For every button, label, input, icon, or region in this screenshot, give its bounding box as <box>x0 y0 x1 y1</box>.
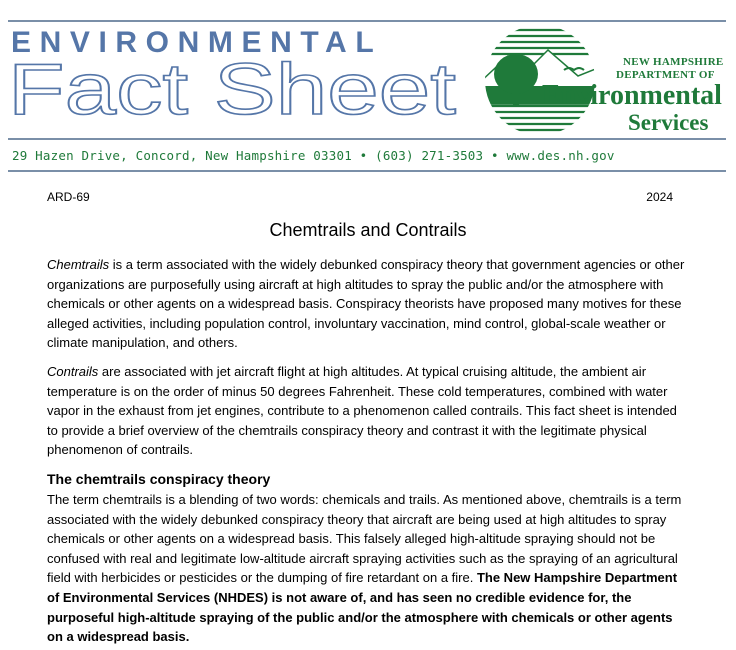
intro-paragraph-2-text: are associated with jet aircraft flight at high altitudes. At typical cruising altitude, the ambient air temperature is on the order of minus 50 degrees Fahrenheit. These cold temperatures, combined with water vapor in the exhaust from jet engines, contribute to a phenomenon called contrails. This fact sheet is intended to provide a brief overview of the chemtrails conspiracy theory and contrast it with the legitimate physical phenomenon of contrails. <box>47 364 677 458</box>
header-fact-sheet-wordmark <box>6 58 461 124</box>
logo-line-3: Environmental <box>542 80 722 111</box>
nhdes-logo <box>478 14 728 144</box>
intro-paragraph-1 <box>47 255 687 353</box>
term-contrails: Contrails <box>47 364 99 379</box>
intro-paragraph-2 <box>47 362 687 460</box>
header-environmental-word: ENVIRONMENTAL <box>11 26 383 59</box>
intro-paragraph-1-text: is a term associated with the widely debunked conspiracy theory that government agencies or other organizations are purposefully using aircraft at high altitudes to spray the public and/or the atmosphere with chemicals or other agents on a widespread basis. Conspiracy theorists have proposed many motives for these alleged activities, including population control, involuntary vaccination, mind control, global-scale weather or climate manipulation, and others. <box>47 257 685 351</box>
section-paragraph <box>47 490 687 647</box>
logo-line-4: Services <box>628 110 709 135</box>
section-paragraph-text: The term chemtrails is a blending of two words: chemicals and trails. As mentioned above, chemtrails is a term associated with the widely debunked conspiracy theory that aircraft are being used at high altitudes to spray chemicals or other agents on a widespread basis. This falsely alleged high-altitude spraying should not be confused with real and legitimate low-altitude aircraft spraying activities such as the spraying of an agricultural field with herbicides or pesticides or the dumping of fire retardant on a fire. <box>47 492 682 586</box>
document-year: 2024 <box>646 190 673 204</box>
document-id: ARD-69 <box>47 190 90 204</box>
section-heading-conspiracy-theory: The chemtrails conspiracy theory <box>47 471 271 487</box>
header-mid-rule <box>8 138 726 140</box>
term-chemtrails: Chemtrails <box>47 257 110 272</box>
header-bottom-rule <box>8 170 726 172</box>
page-title: Chemtrails and Contrails <box>269 220 467 240</box>
logo-line-2: DEPARTMENT OF <box>616 69 715 81</box>
fact-sheet-text: Fact Sheet <box>8 58 456 124</box>
fact-sheet-header <box>0 0 736 180</box>
nhdes-emblem-icon <box>478 14 608 144</box>
header-address: 29 Hazen Drive, Concord, New Hampshire 03301 • (603) 271-3503 • www.des.nh.gov <box>12 148 615 163</box>
logo-line-1: NEW HAMPSHIRE <box>623 56 724 68</box>
section-paragraph-bold: The New Hampshire Department of Environmental Services (NHDES) is not aware of, and has seen no credible evidence for, the purposeful high-altitude spraying of the public and/or the atmosphere with chemicals or other agents on a widespread basis. <box>47 570 678 645</box>
